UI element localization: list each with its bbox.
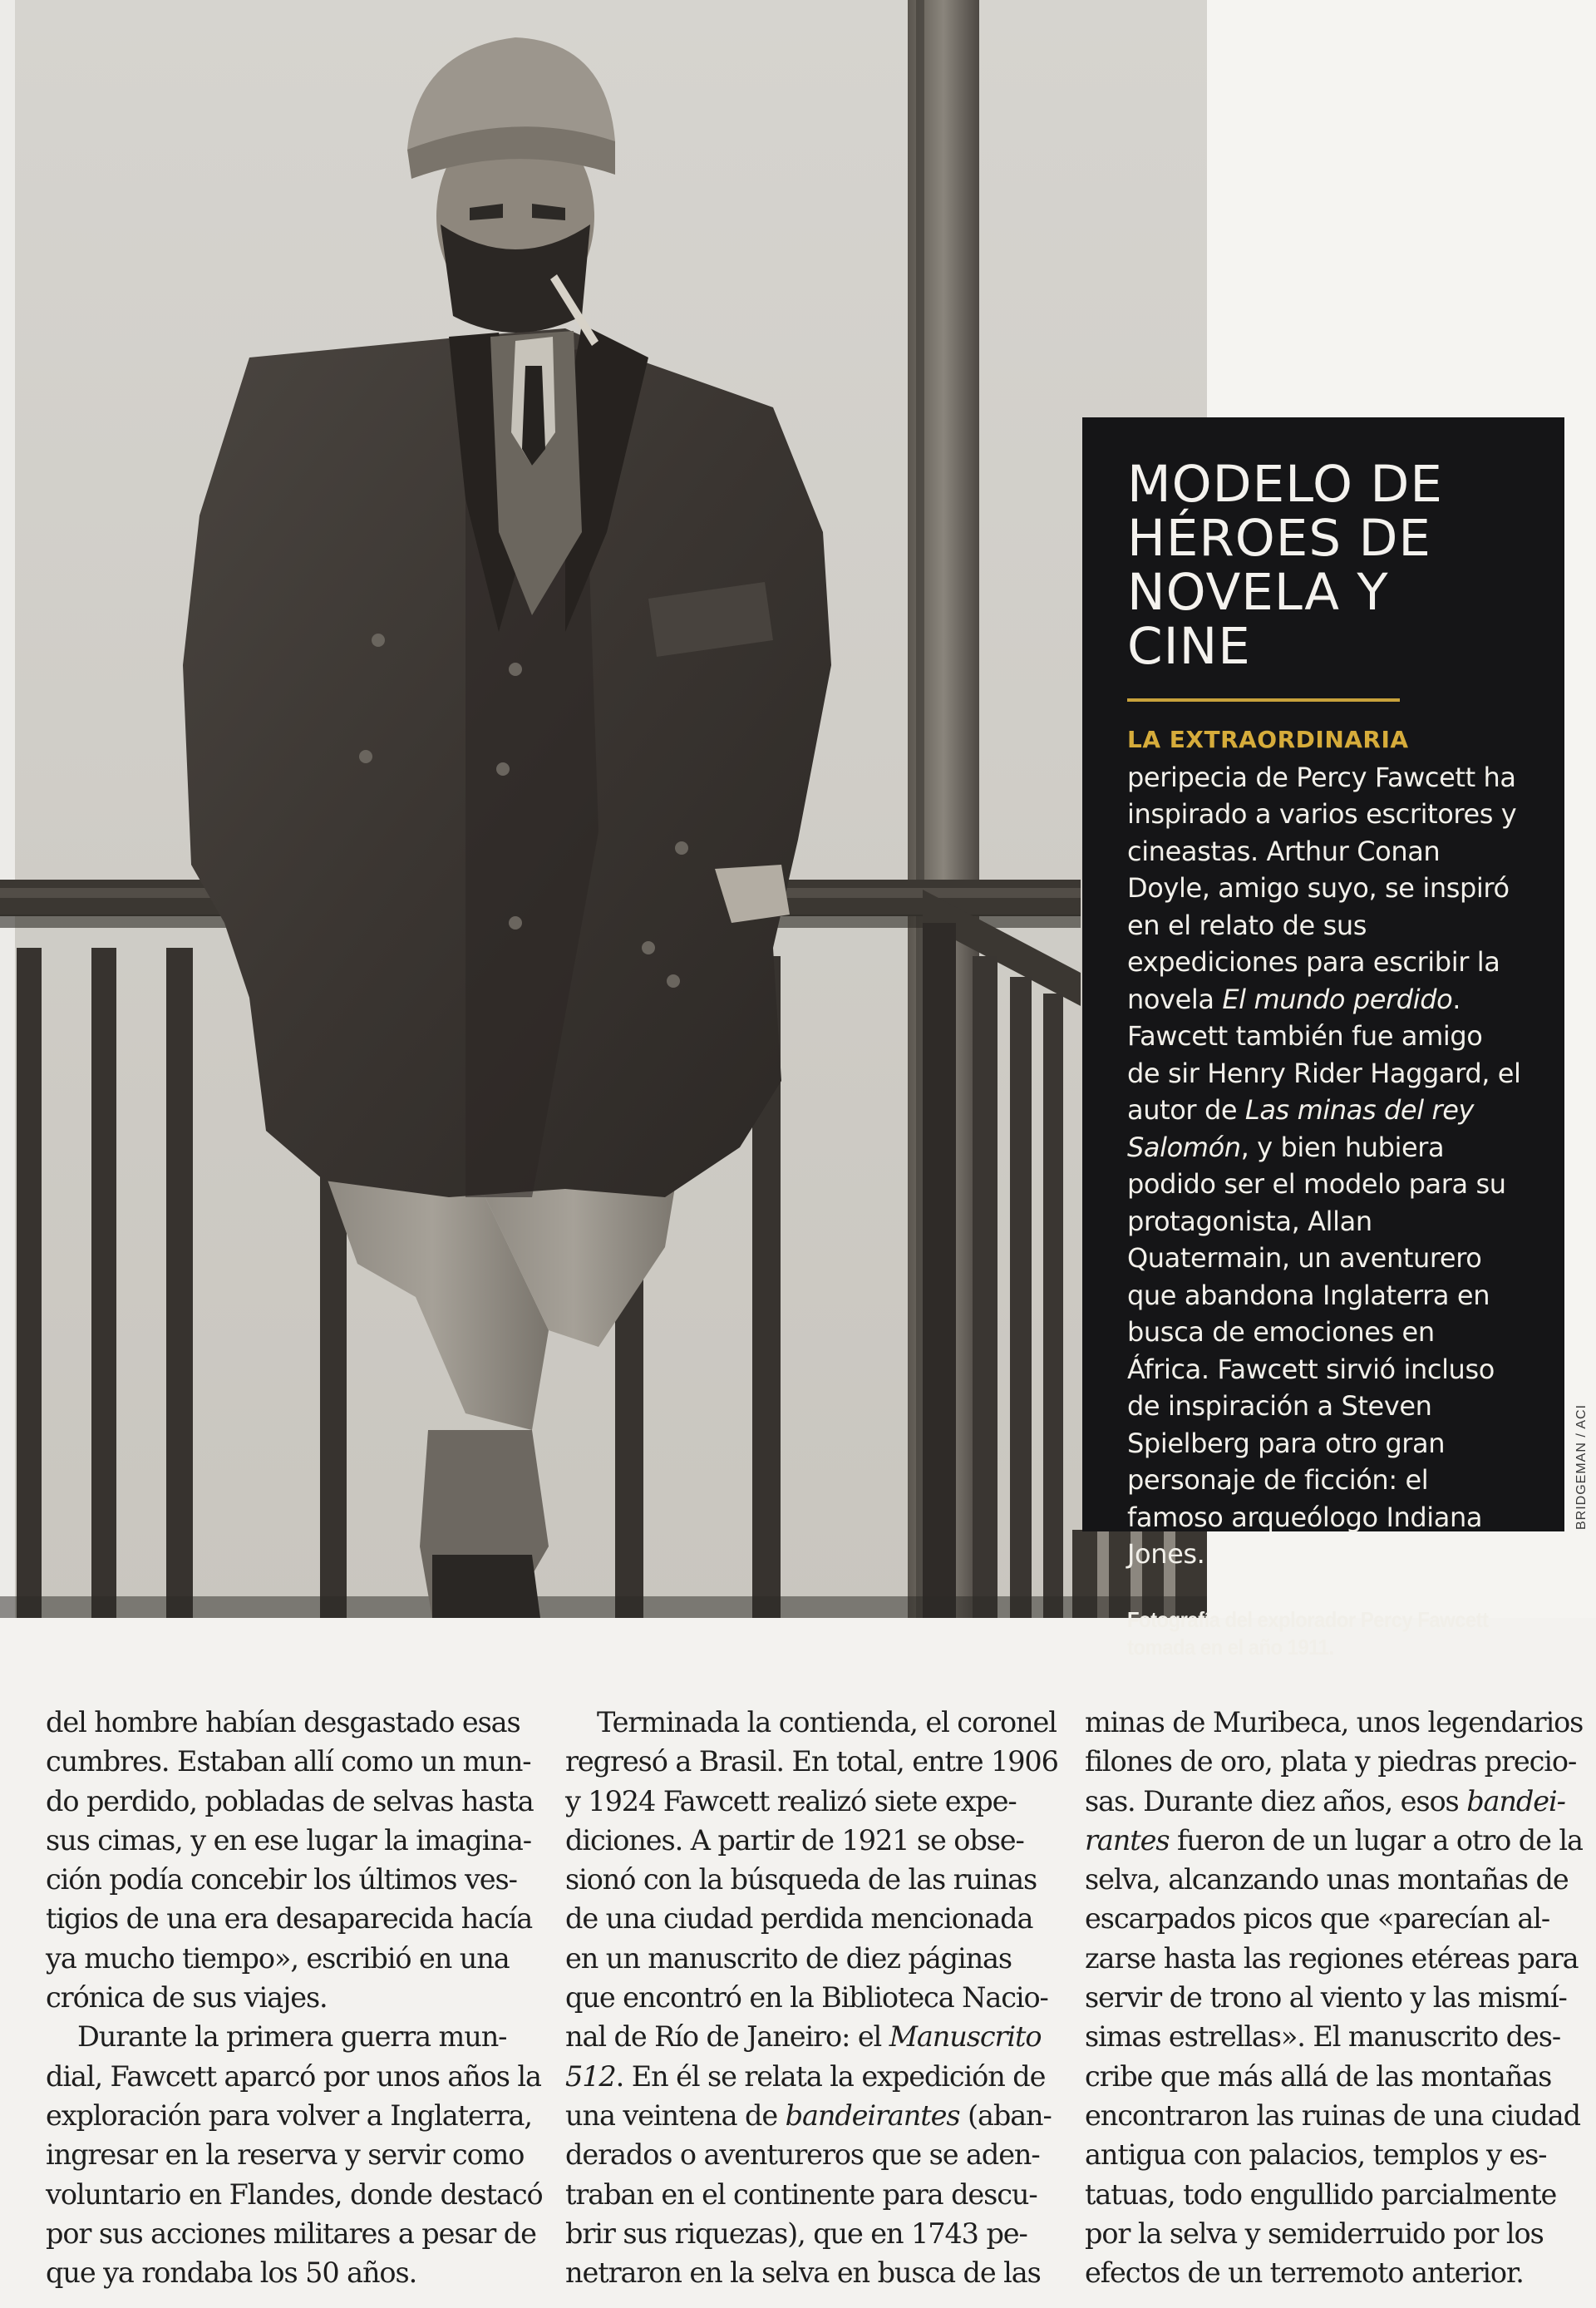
text-line: Durante la primera guerra mun-	[77, 2020, 507, 2054]
text-line: sus cimas, y en ese lugar la imagina-	[46, 1823, 531, 1857]
article-column-1	[46, 1703, 543, 2292]
text-line: que ya rondaba los 50 años.	[46, 2256, 417, 2290]
sidebar-box	[1082, 417, 1564, 1659]
photo-credit: BRIDGEMAN / ACI	[1574, 1403, 1589, 1530]
sidebar-book-title: Las minas del rey Salomón	[1127, 1094, 1475, 1163]
sidebar-title-line: HÉROES DE	[1127, 509, 1431, 568]
text-line: cumbres. Estaban allí como un mun-	[46, 1745, 531, 1778]
photo-caption-line: tomada en el año 1911.	[1127, 1634, 1334, 1659]
text-line: traban en el continente para descu-	[565, 2177, 1037, 2211]
text-line: Terminada la contienda, el coronel	[597, 1706, 1057, 1738]
italic-term: bandei-	[1466, 1784, 1565, 1817]
text-line: crónica de sus viajes.	[46, 1981, 328, 2015]
photo-caption-line: Fotografía del explorador Percy Fawcett	[1127, 1606, 1489, 1632]
text-line: efectos de un terremoto anterior.	[1085, 2256, 1524, 2290]
text-segment: fueron de un lugar a otro de la	[1169, 1823, 1583, 1857]
text-line: por la selva y semiderruido por los	[1085, 2217, 1544, 2250]
text-segment: nal de Río de Janeiro: el	[565, 2020, 889, 2054]
text-segment: (aban-	[959, 2098, 1052, 2132]
text-line: ción podía concebir los últimos ves-	[46, 1863, 517, 1896]
text-segment: . En él se relata la expedición de	[615, 2059, 1046, 2093]
text-line: de una ciudad perdida mencionada	[565, 1902, 1033, 1936]
text-line: encontraron las ruinas de una ciudad	[1085, 2098, 1580, 2132]
text-line: regresó a Brasil. En total, entre 1906	[565, 1745, 1058, 1778]
text-line: por sus acciones militares a pesar de	[46, 2217, 536, 2250]
sidebar-text-segment: peripecia de Percy Fawcett ha inspirado a varios escritores y cineastas. Arthur Conan Doyle, amigo suyo, se inspiró en el relato de sus expediciones para escribir la novela	[1127, 761, 1517, 1015]
italic-term: rantes	[1085, 1823, 1170, 1857]
text-line: netraron en la selva en busca de las	[565, 2256, 1041, 2290]
text-line: diciones. A partir de 1921 se obse-	[565, 1823, 1024, 1857]
italic-term: bandeirantes	[785, 2098, 960, 2132]
sidebar-divider	[1127, 698, 1400, 702]
text-line	[565, 2057, 1056, 2096]
text-line: tatuas, todo engullido parcialmente	[1085, 2177, 1557, 2211]
text-line: antigua con palacios, templos y es-	[1085, 2138, 1547, 2172]
sidebar-body-text	[1127, 720, 1523, 1573]
text-line: tigios de una era desaparecida hacía	[46, 1902, 533, 1936]
text-line: selva, alcanzando unas montañas de	[1085, 1863, 1569, 1896]
sidebar-title	[1127, 455, 1523, 676]
text-line: del hombre habían desgastado esas	[46, 1706, 520, 1738]
text-line	[565, 2017, 1056, 2056]
text-line: simas estrellas». El manuscrito des-	[1085, 2020, 1561, 2054]
text-line: zarse hasta las regiones etéreas para	[1085, 1941, 1579, 1975]
manuscript-number: 512	[565, 2059, 616, 2093]
text-line	[565, 2096, 1056, 2135]
text-segment: una veintena de	[565, 2098, 786, 2132]
text-line: cribe que más allá de las montañas	[1085, 2059, 1552, 2093]
manuscript-title: Manuscrito	[889, 2020, 1042, 2054]
text-line: exploración para volver a Inglaterra,	[46, 2098, 532, 2132]
article-column-3	[1085, 1703, 1584, 2292]
sidebar-text-segment: , y bien hubiera podido ser el modelo para su protagonista, Allan Quatermain, un aventurero que abandona Inglaterra en busca de emociones en África. Fawcett sirvió incluso de inspiración a Steven Spielberg para otro gran personaje de ficción: el famoso arqueólogo Indiana Jones.	[1127, 1131, 1506, 1570]
text-line: ingresar en la reserva y servir como	[46, 2138, 525, 2172]
text-line: derados o aventureros que se aden-	[565, 2138, 1040, 2172]
text-line: dial, Fawcett aparcó por unos años la	[46, 2059, 541, 2093]
text-segment: sas. Durante diez años, esos	[1085, 1784, 1467, 1817]
text-line: escarpados picos que «parecían al-	[1085, 1902, 1550, 1936]
sidebar-title-line: MODELO DE	[1127, 455, 1443, 514]
text-line: ya mucho tiempo», escribió en una	[46, 1941, 510, 1975]
article-column-2	[565, 1703, 1056, 2292]
sidebar-title-line: NOVELA Y CINE	[1127, 563, 1389, 676]
text-line: brir sus riquezas), que en 1743 pe-	[565, 2217, 1027, 2250]
sidebar-book-title: El mundo perdido	[1222, 983, 1453, 1015]
sidebar-text-segment: . Fawcett también fue amigo de sir Henry Rider Haggard, el autor de	[1127, 983, 1521, 1126]
photo-caption	[1127, 1606, 1491, 1661]
text-line: filones de oro, plata y piedras precio-	[1085, 1745, 1577, 1778]
text-line: sionó con la búsqueda de las ruinas	[565, 1863, 1037, 1896]
text-line	[1085, 1782, 1575, 1821]
text-line: do perdido, pobladas de selvas hasta	[46, 1784, 534, 1817]
text-line: voluntario en Flandes, donde destacó	[46, 2177, 543, 2211]
text-line: que encontró en la Biblioteca Nacio-	[565, 1981, 1048, 2015]
text-line: minas de Muribeca, unos legendarios	[1085, 1706, 1584, 1738]
text-line: servir de trono al viento y las mismí-	[1085, 1981, 1567, 2015]
text-line	[1085, 1821, 1583, 1860]
sidebar-lead: LA EXTRAORDINARIA	[1127, 726, 1409, 753]
text-line: y 1924 Fawcett realizó siete expe-	[565, 1784, 1017, 1817]
text-line: en un manuscrito de diez páginas	[565, 1941, 1012, 1975]
